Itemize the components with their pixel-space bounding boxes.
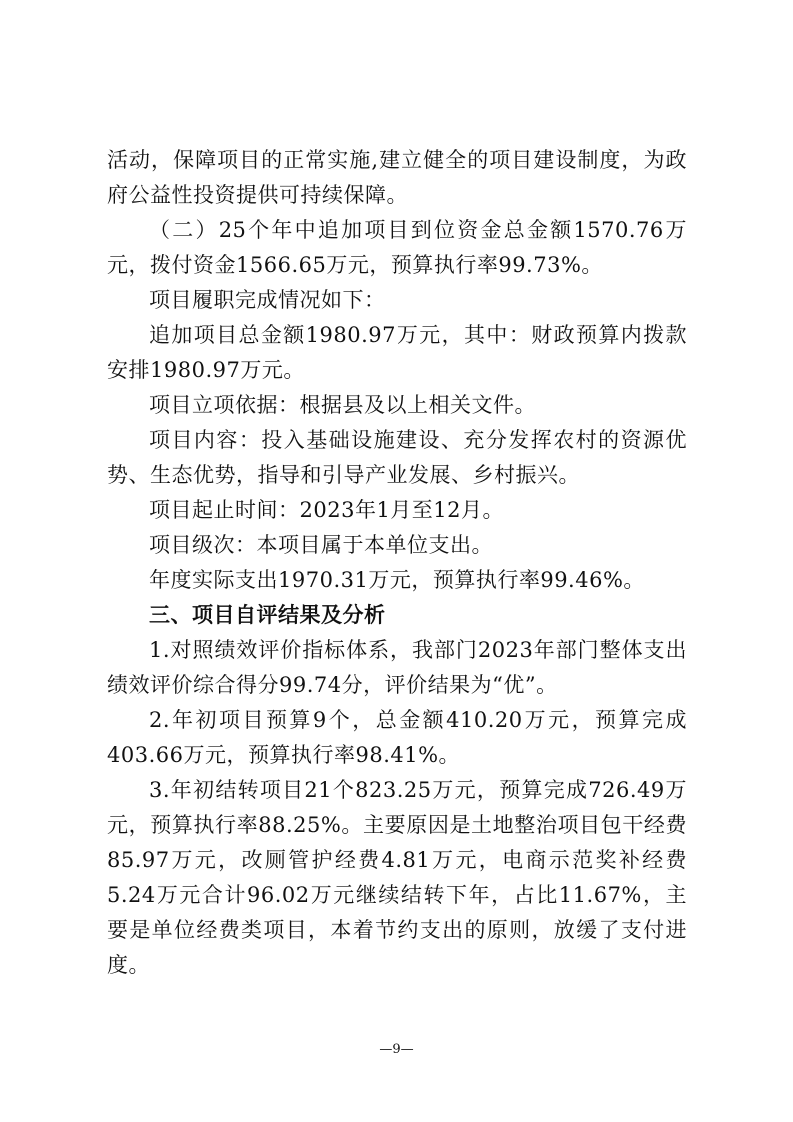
paragraph-initial-budget: 2.年初项目预算9个，总金额410.20万元，预算完成403.66万元，预算执行率98.41%。 <box>107 708 687 767</box>
paragraph-total-amount: 追加项目总金额1980.97万元，其中：财政预算内拨款安排1980.97万元。 <box>107 323 687 382</box>
paragraph-content: 项目内容：投入基础设施建设、充分发挥农村的资源优势、生态优势，指导和引导产业发展、乡村振兴。 <box>107 428 687 487</box>
paragraph-continuation: 活动，保障项目的正常实施,建立健全的项目建设制度，为政府公益性投资提供可持续保障。 <box>107 148 687 207</box>
paragraph-evaluation-score: 1.对照绩效评价指标体系，我部门2023年部门整体支出绩效评价综合得分99.74分，评价结果为“优”。 <box>107 638 687 697</box>
paragraph-period: 项目起止时间：2023年1月至12月。 <box>149 498 505 522</box>
paragraph-performance-intro: 项目履职完成情况如下： <box>149 288 386 312</box>
paragraph-basis: 项目立项依据：根据县及以上相关文件。 <box>149 393 536 417</box>
document-body <box>107 143 687 983</box>
paragraph-level: 项目级次：本项目属于本单位支出。 <box>149 533 493 557</box>
page-number: —9— <box>379 1042 414 1057</box>
section-heading: 三、项目自评结果及分析 <box>149 603 386 627</box>
paragraph-carryover: 3.年初结转项目21个823.25万元，预算完成726.49万元，预算执行率88.25%。主要原因是土地整治项目包干经费85.97万元，改厕管护经费4.81万元，电商示范奖补经费5.24万元合计96.02万元继续结转下年，占比11.67%，主要是单位经费类项目，本着节约支出的原则，放缓了支付进度。 <box>107 778 687 977</box>
paragraph-midyear-funds: （二）25个年中追加项目到位资金总金额1570.76万元，拨付资金1566.65万元，预算执行率99.73%。 <box>107 218 687 277</box>
paragraph-actual-spend: 年度实际支出1970.31万元，预算执行率99.46%。 <box>149 568 645 592</box>
